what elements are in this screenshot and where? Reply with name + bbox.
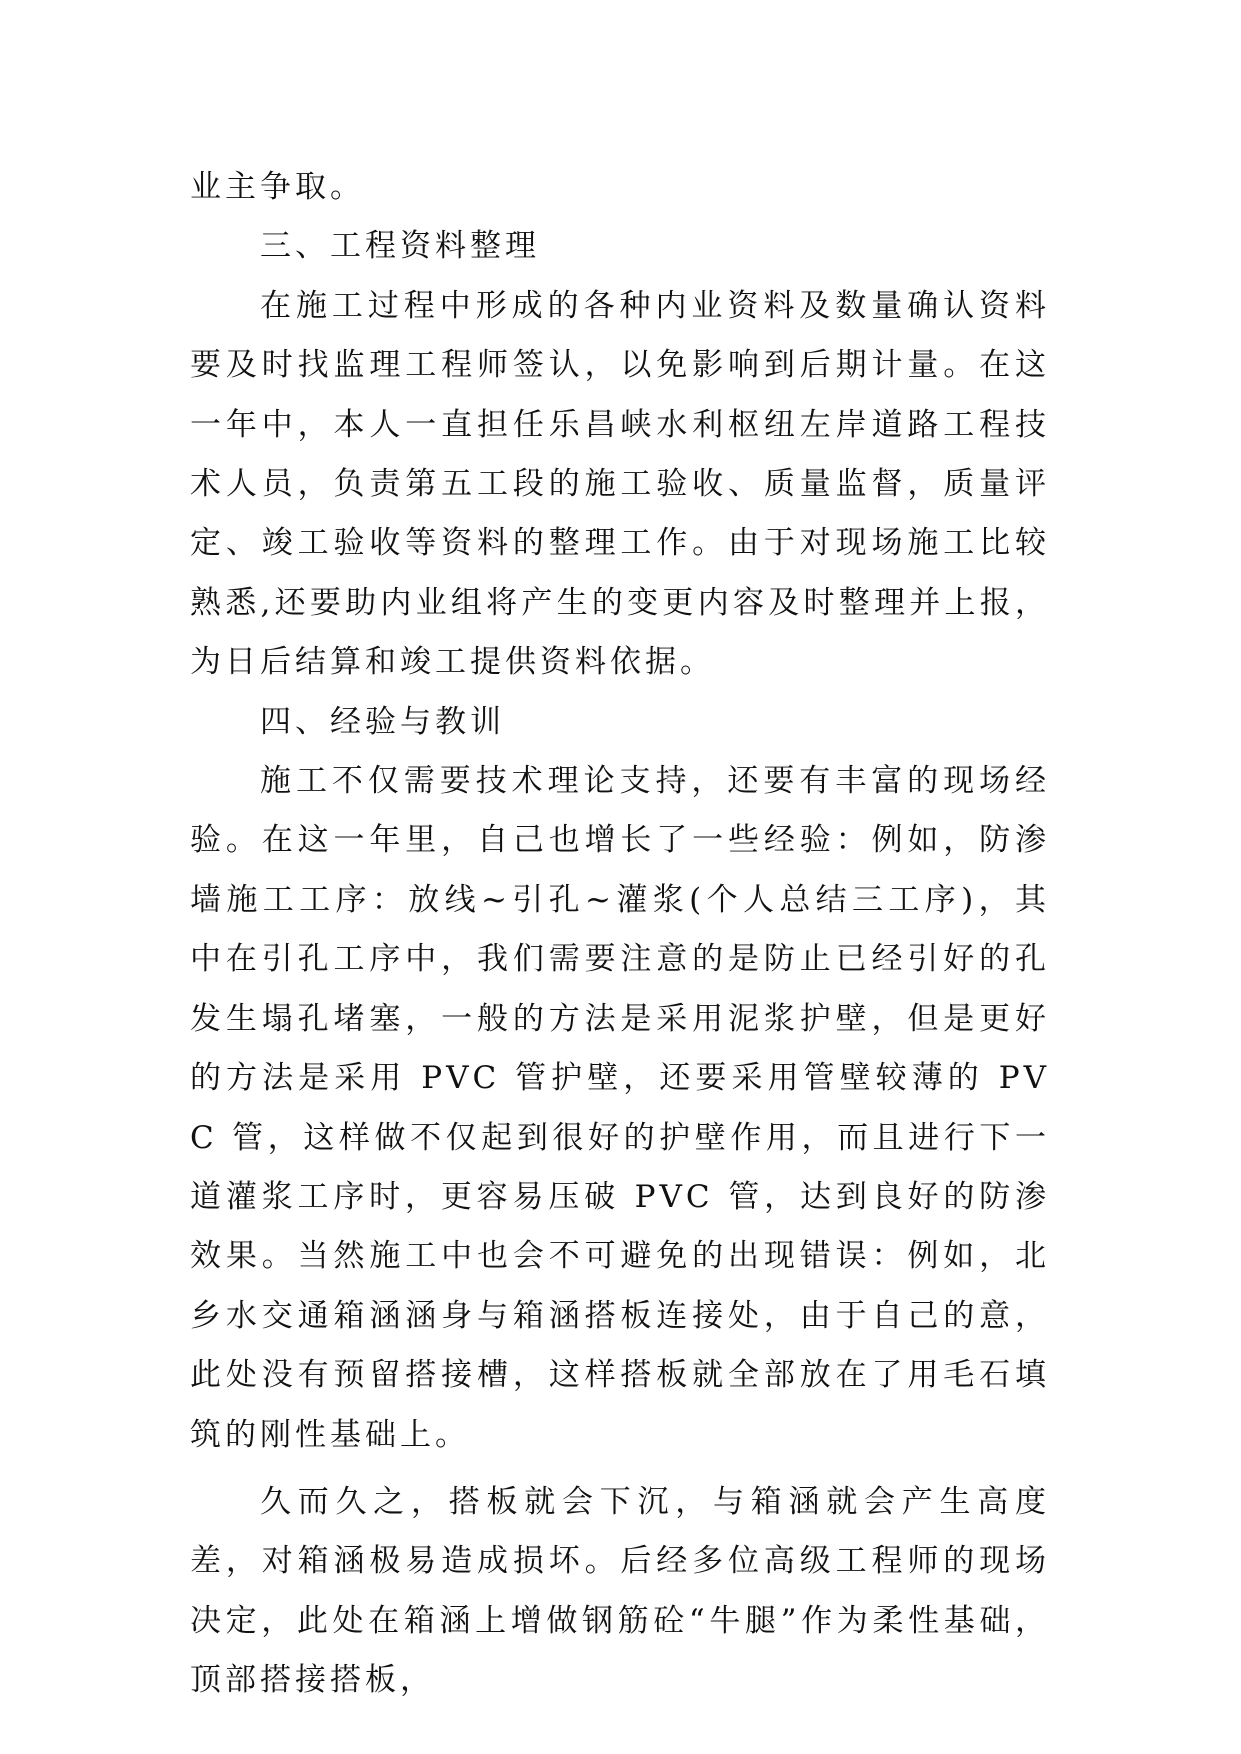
paragraph-experience: 施工不仅需要技术理论支持，还要有丰富的现场经验。在这一年里，自己也增长了一些经验：例如，防渗墙施工工序：放线~引孔~灌浆(个人总结三工序)，其中在引孔工序中，我们需要注意的是防止已经引好的孔发生塌孔堵塞，一般的方法是采用泥浆护壁，但是更好的方法是采用 PVC 管护壁，还要采用管壁较薄的 PVC 管，这样做不仅起到很好的护壁作用，而且进行下一道灌浆工序时，更容易压破 PVC 管，达到良好的防渗效果。当然施工中也会不可避免的出现错误：例如，北乡水交通箱涵涵身与箱涵搭板连接处，由于自己的意，此处没有预留搭接槽，这样搭板就全部放在了用毛石填筑的刚性基础上。	[190, 763, 1050, 1453]
paragraph-materials: 在施工过程中形成的各种内业资料及数量确认资料要及时找监理工程师签认，以免影响到后期计量。在这一年中，本人一直担任乐昌峡水利枢纽左岸道路工程技术人员，负责第五工段的施工验收、质量监督，质量评定、竣工验收等资料的整理工作。由于对现场施工比较熟悉,还要助内业组将产生的变更内容及时整理并上报，为日后结算和竣工提供资料依据。	[190, 287, 1050, 681]
paragraph-continuation: 业主争取。	[190, 169, 365, 205]
section-heading-3: 三、工程资料整理	[260, 228, 540, 265]
paragraph-outcome: 久而久之，搭板就会下沉，与箱涵就会产生高度差，对箱涵极易造成损坏。后经多位高级工程师的现场决定，此处在箱涵上增做钢筋砼“牛腿”作为柔性基础，顶部搭接搭板，	[190, 1483, 1050, 1699]
section-heading-4: 四、经验与教训	[260, 703, 505, 740]
document-body	[190, 158, 1050, 1711]
